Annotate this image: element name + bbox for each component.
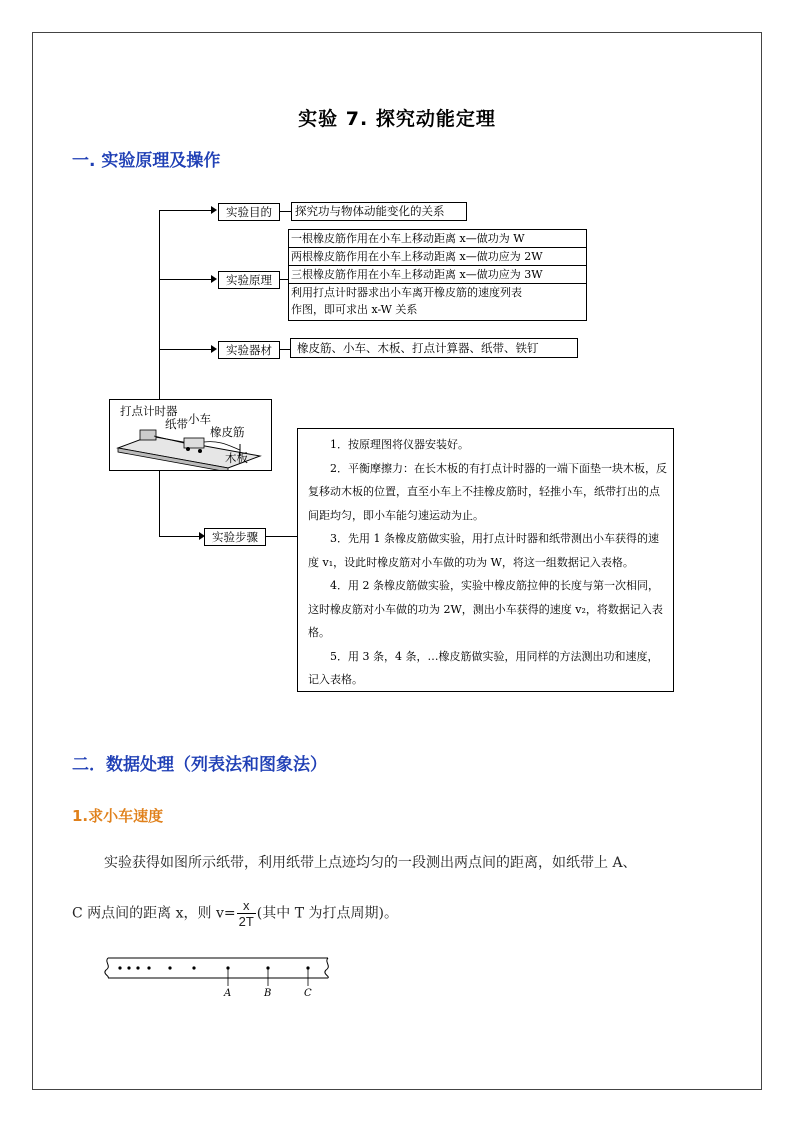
tape-point-label: B bbox=[264, 988, 272, 999]
velocity-fraction bbox=[237, 898, 256, 929]
tape-point-label: C bbox=[304, 988, 312, 999]
apparatus-label-rubber: 橡皮筋 bbox=[210, 425, 245, 439]
purpose-label: 实验目的 bbox=[226, 205, 272, 219]
tape-point-label: A bbox=[224, 988, 232, 999]
step-item: 5．用 3 条，4 条，…橡皮筋做实验，用同样的方法测出功和速度，记入表格。 bbox=[308, 649, 659, 686]
principle-row: 一根橡皮筋作用在小车上移动距离 x—做功为 W bbox=[289, 230, 586, 248]
purpose-text: 探究功与物体动能变化的关系 bbox=[295, 204, 445, 218]
arrow-principle bbox=[211, 275, 217, 283]
step-item: 4．用 2 条橡皮筋做实验，实验中橡皮筋拉伸的长度与第一次相同，这时橡皮筋对小车做的功为 2W，测出小车获得的速度 v₂，将数据记入表格。 bbox=[308, 579, 663, 639]
link-principle bbox=[280, 279, 288, 280]
principle-row: 三根橡皮筋作用在小车上移动距离 x—做功应为 3W bbox=[289, 266, 586, 284]
principle-label-box bbox=[218, 271, 280, 289]
link-purpose bbox=[280, 211, 291, 212]
apparatus-label-board: 木板 bbox=[225, 451, 248, 465]
steps-box bbox=[297, 428, 674, 692]
apparatus-label-tape: 纸带 bbox=[165, 417, 188, 431]
principle-row: 两根橡皮筋作用在小车上移动距离 x—做功应为 2W bbox=[289, 248, 586, 266]
page-title: 实验 7. 探究动能定理 bbox=[298, 108, 496, 130]
connector-equipment bbox=[159, 349, 211, 350]
paper-tape-figure bbox=[102, 952, 334, 1004]
principle-box bbox=[288, 229, 587, 321]
link-equipment bbox=[280, 349, 290, 350]
purpose-text-box bbox=[291, 202, 467, 221]
steps-label: 实验步骤 bbox=[212, 530, 258, 544]
connector-principle bbox=[159, 279, 211, 280]
arrow-purpose bbox=[211, 206, 217, 214]
section-heading-2: 二．数据处理（列表法和图象法） bbox=[72, 755, 327, 775]
apparatus-label-cart: 小车 bbox=[188, 412, 211, 426]
purpose-label-box bbox=[218, 203, 280, 221]
equipment-label-box bbox=[218, 341, 280, 359]
principle-row: 利用打点计时器求出小车离开橡皮筋的速度列表 bbox=[291, 286, 522, 299]
paragraph-line-1: 实验获得如图所示纸带，利用纸带上点迹均匀的一段测出两点间的距离，如纸带上 A、 bbox=[104, 855, 637, 871]
step-item: 3．先用 1 条橡皮筋做实验，用打点计时器和纸带测出小车获得的速度 v₁，设此时橡皮筋对小车做的功为 W，将这一组数据记入表格。 bbox=[308, 532, 659, 569]
principle-label: 实验原理 bbox=[226, 273, 272, 287]
apparatus-label-timer: 打点计时器 bbox=[120, 404, 178, 418]
steps-label-box bbox=[204, 528, 266, 546]
link-steps bbox=[266, 536, 297, 537]
equipment-label: 实验器材 bbox=[226, 343, 272, 357]
arrow-equipment bbox=[211, 345, 217, 353]
fraction-denominator: 2T bbox=[238, 914, 254, 929]
fraction-numerator: x bbox=[237, 898, 256, 914]
paper-tape-svg bbox=[102, 952, 334, 1004]
connector-purpose bbox=[159, 210, 211, 211]
trunk-line-top bbox=[159, 210, 160, 400]
principle-row: 作图，即可求出 x-W 关系 bbox=[291, 303, 418, 316]
equipment-text: 橡皮筋、小车、木板、打点计算器、纸带、铁钉 bbox=[297, 341, 539, 355]
equipment-text-box bbox=[290, 338, 578, 358]
trunk-line-bottom bbox=[159, 470, 160, 536]
subsection-heading: 1.求小车速度 bbox=[72, 807, 164, 825]
formula-suffix: (其中 T 为打点周期)。 bbox=[256, 905, 398, 922]
apparatus-figure bbox=[109, 399, 272, 471]
formula-prefix: C 两点间的距离 x，则 v= bbox=[72, 905, 236, 922]
section-heading-1: 一. 实验原理及操作 bbox=[72, 151, 221, 171]
connector-steps bbox=[159, 536, 199, 537]
step-item: 2．平衡摩擦力：在长木板的有打点计时器的一端下面垫一块木板，反复移动木板的位置，直至小车上不挂橡皮筋时，轻推小车，纸带打出的点间距均匀，即小车能匀速运动为止。 bbox=[308, 461, 667, 522]
paragraph-line-2 bbox=[72, 898, 398, 929]
step-item: 1．按原理图将仪器安装好。 bbox=[330, 438, 469, 451]
